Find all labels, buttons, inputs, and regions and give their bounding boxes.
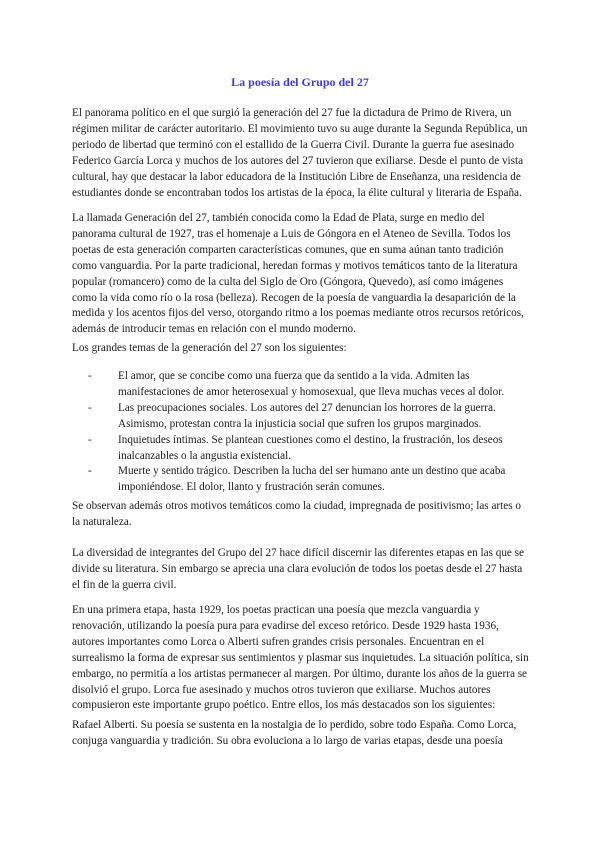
page-title: La poesía del Grupo del 27 — [231, 75, 369, 89]
list-item-text: Muerte y sentido trágico. Describen la lucha del ser humano ante un destino que acaba imponiéndose. El dolor, llanto y frustración serán comunes. — [118, 465, 506, 494]
paragraph-themes-intro: Los grandes temas de la generación del 27 son los siguientes: — [72, 342, 347, 354]
list-marker: - — [88, 401, 92, 414]
list-item-text: Inquietudes íntimas. Se plantean cuestiones como el destino, la frustración, los deseos inalcanzables o la angustia existencial. — [118, 433, 503, 462]
themes-list — [88, 369, 530, 496]
paragraph-rafael-alberti: Rafael Alberti. Su poesía se sustenta en la nostalgia de lo perdido, sobre todo España. Como Lorca, conjuga vanguardia y tradición. Su obra evoluciona a lo largo de varias etapas, desde una poesía — [72, 719, 517, 747]
list-marker: - — [88, 465, 92, 478]
list-item-text: El amor, que se concibe como una fuerza que da sentido a la vida. Admiten las manifestaciones de amor heterosexual y homosexual, que lleva muchas veces al dolor. — [118, 370, 505, 398]
list-item — [88, 369, 530, 401]
list-item — [88, 433, 530, 465]
list-item — [88, 401, 530, 433]
paragraph-diversity: La diversidad de integrantes del Grupo del 27 hace difícil discernir las diferentes etapas en las que se divide su literatura. Sin embargo se aprecia una clara evolución de todos los poetas desde el 27 hasta el fin de la guerra civil. — [72, 547, 524, 591]
paragraph-other-motifs: Se observan además otros motivos temáticos como la ciudad, impregnada de positivismo; las artes o la naturaleza. — [72, 500, 521, 528]
list-item-text: Las preocupaciones sociales. Los autores del 27 denuncian los horrores de la guerra. Asimismo, protestan contra la injusticia social que sufren los grupos marginados. — [118, 401, 496, 430]
paragraph-political-context: El panorama político en el que surgió la generación del 27 fue la dictadura de Primo de Rivera, un régimen militar de carácter autoritario. El movimiento tuvo su auge durante la Segunda República, un periodo de libertad que terminó con el estallido de la Guerra Civil. Durante la guerra fue asesinado Federico García Lorca y muchos de los autores del 27 tuvieron que exiliarse. Desde el punto de vista cultural, hay que destacar la labor educadora de la Institución Libre de Enseñanza, una residencia de estudiantes donde se encontraban todos los artistas de la época, la élite cultural y literaria de España. — [72, 107, 528, 199]
list-marker: - — [88, 433, 92, 446]
list-marker: - — [88, 370, 92, 382]
paragraph-generation-intro: La llamada Generación del 27, también conocida como la Edad de Plata, surge en medio del panorama cultural de 1927, tras el homenaje a Luis de Góngora en el Ateneo de Sevilla. Todos los poetas de esta generación comparten características comunes, que en suma aúnan tanto tradición como vanguardia. Por la parte tradicional, heredan formas y motivos temáticos tanto de la literatura popular (romancero) como de la culta del Siglo de Oro (Góngora, Quevedo), así como imágenes como la vida como río o la rosa (belleza). Recogen de la poesía de vanguardia la desaparición de la medida y los acentos fijos del verso, otorgando ritmo a los poemas mediante otros recursos retóricos, además de introducir temas en relación con el mundo moderno. — [72, 212, 524, 336]
list-item — [88, 464, 530, 496]
paragraph-stages: En una primera etapa, hasta 1929, los poetas practican una poesía que mezcla vanguardia y renovación, utilizando la poesía pura para evadirse del exceso retórico. Desde 1929 hasta 1936, autores importantes como Lorca o Alberti sufren grandes crisis personales. Encuentran en el surrealismo la forma de expresar sus sentimientos y plasmar sus inquietudes. La situación política, sin embargo, no permitía a los artistas permanecer al margen. Por último, durante los años de la guerra se disolvió el grupo. Lorca fue asesinado y muchos otros tuvieron que exiliarse. Muchos autores compusieron este importante grupo poético. Entre ellos, los más destacados son los siguientes: — [72, 604, 529, 712]
